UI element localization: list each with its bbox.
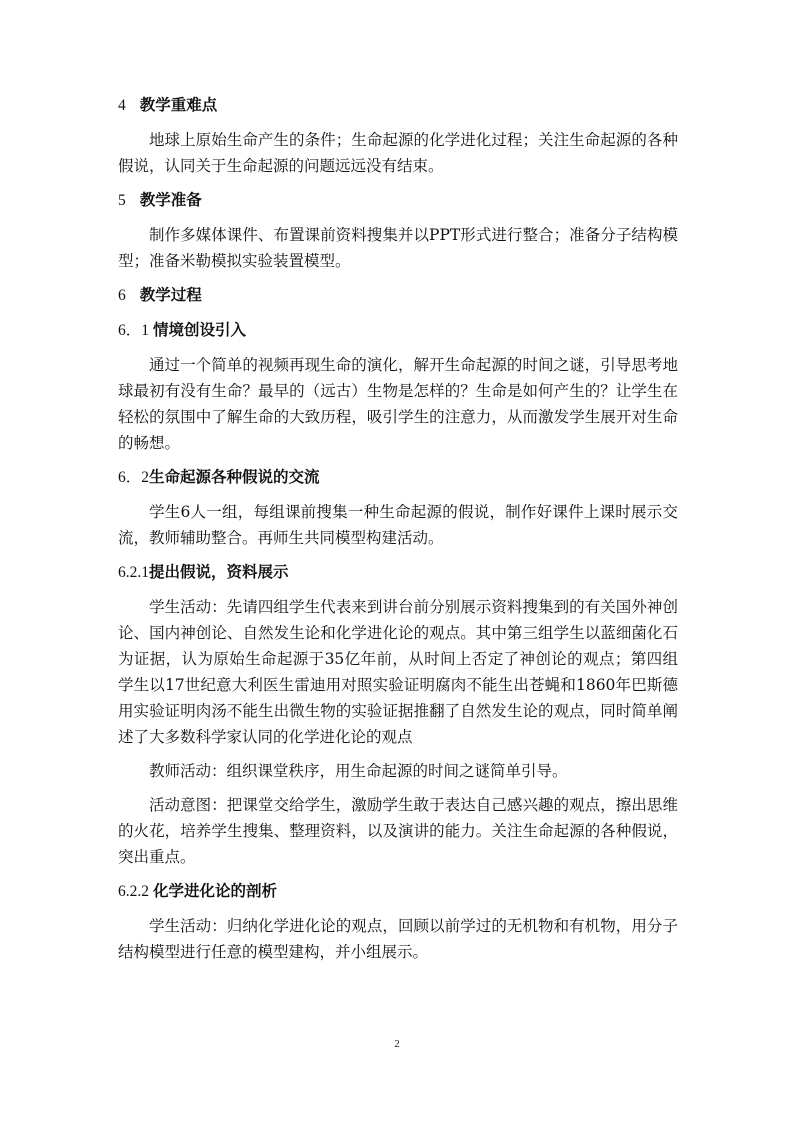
section-number: 6 (118, 287, 126, 304)
page-number: 2 (394, 1038, 400, 1050)
section-heading-6-2-2 (118, 878, 678, 905)
paragraph: 学生活动：先请四组学生代表来到讲台前分别展示资料搜集到的有关国外神创论、国内神创论、自然发生论和化学进化论的观点。其中第三组学生以蓝细菌化石为证据，认为原始生命起源于35亿年前，从时间上否定了神创论的观点；第四组学生以17世纪意大利医生雷迪用对照实验证明腐肉不能生出苍蝇和1860年巴斯德用实验证明肉汤不能生出微生物的实验证据推翻了自然发生论的观点，同时简单阐述了大多数科学家认同的化学进化论的观点 (118, 598, 678, 746)
section-title: 生命起源各种假说的交流 (149, 468, 320, 486)
section-title: 情境创设引入 (153, 321, 247, 339)
section-number: 6.2.1 (118, 564, 149, 581)
section-number: 6.2.2 (118, 883, 149, 900)
section-heading-6 (118, 282, 678, 309)
section-title: 提出假说，资料展示 (149, 563, 289, 581)
section-title: 教学重难点 (139, 96, 218, 114)
section-heading-6-1 (118, 317, 678, 344)
section-title: 化学进化论的剖析 (153, 882, 278, 900)
paragraph: 地球上原始生命产生的条件；生命起源的化学进化过程；关注生命起源的各种假说，认同关于生命起源的问题远远没有结束。 (118, 131, 678, 175)
section-title: 教学过程 (139, 286, 202, 304)
section-number: 6．2 (118, 469, 150, 486)
section-heading-6-2-1 (118, 559, 678, 586)
section-number: 4 (118, 97, 126, 114)
section-title: 教学准备 (139, 191, 202, 209)
section-number: 6．1 (118, 322, 150, 339)
paragraph: 学生6人一组，每组课前搜集一种生命起源的假说，制作好课件上课时展示交流，教师辅助整合。再师生共同模型构建活动。 (118, 503, 678, 547)
paragraph: 活动意图：把课堂交给学生，激励学生敢于表达自己感兴趣的观点，擦出思维的火花，培养学生搜集、整理资料，以及演讲的能力。关注生命起源的各种假说，突出重点。 (118, 796, 678, 866)
section-number: 5 (118, 192, 126, 209)
paragraph: 通过一个简单的视频再现生命的演化，解开生命起源的时间之谜，引导思考地球最初有没有生命？最早的（远古）生物是怎样的？生命是如何产生的？让学生在轻松的氛围中了解生命的大致历程，吸引学生的注意力，从而激发学生展开对生命的畅想。 (118, 356, 678, 452)
section-heading-4 (118, 92, 678, 119)
section-heading-6-2 (118, 464, 678, 491)
paragraph: 学生活动：归纳化学进化论的观点，回顾以前学过的无机物和有机物，用分子结构模型进行任意的模型建构，并小组展示。 (118, 917, 678, 961)
paragraph: 制作多媒体课件、布置课前资料搜集并以PPT形式进行整合；准备分子结构模型；准备米勒模拟实验装置模型。 (118, 226, 678, 270)
paragraph: 教师活动：组织课堂秩序，用生命起源的时间之谜简单引导。 (149, 762, 568, 780)
document-page (118, 92, 678, 973)
section-heading-5 (118, 187, 678, 214)
